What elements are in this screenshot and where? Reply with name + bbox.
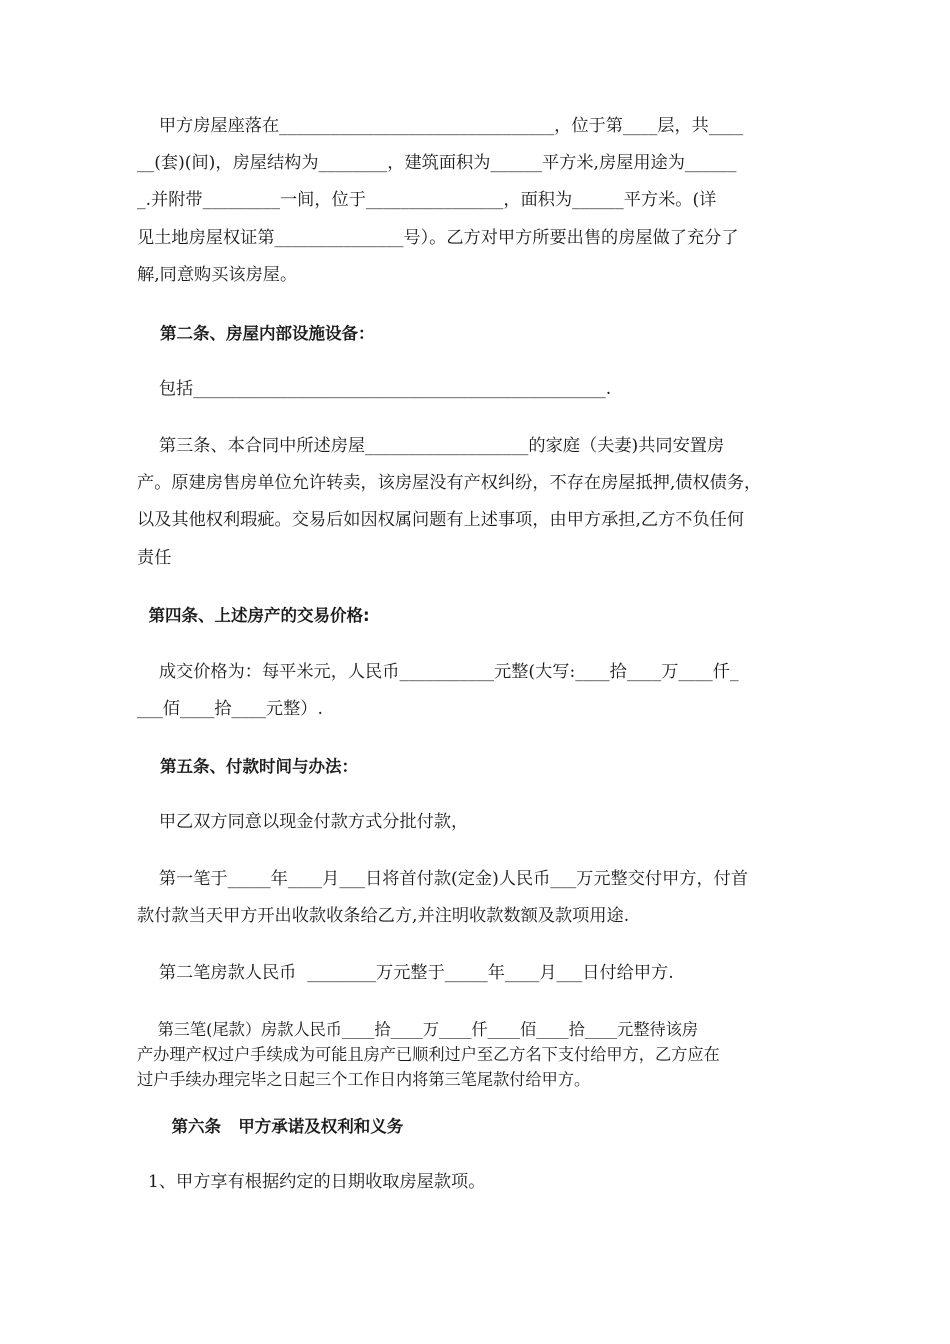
article-6-heading: 第六条 甲方承诺及权利和义务 xyxy=(137,1117,404,1136)
payment-3-line-2: 产办理产权过户手续成为可能且房产已顺利过户至乙方名下支付给甲方，乙方应在 xyxy=(137,1045,720,1064)
article-3-line-2: 产。原建房售房单位允许转卖，该房屋没有产权纠纷，不存在房屋抵押,债权债务， xyxy=(137,473,762,493)
article-2-heading: 第二条、房屋内部设施设备： xyxy=(137,324,375,343)
paragraph-house-location-line-3: _.并附带_________一间，位于________________，面积为______平方米。(详 xyxy=(137,190,717,210)
article-6-item-1: 1、甲方享有根据约定的日期收取房屋款项。 xyxy=(137,1172,486,1192)
payment-1-line-1: 第一笔于_____年____月___日将首付款(定金)人民币___万元整交付甲方，付首 xyxy=(137,869,749,889)
article-4-price-line-2: ___佰____拾____元整）. xyxy=(137,699,323,719)
payment-3-line-3: 过户手续办理完毕之日起三个工作日内将第三笔尾款付给甲方。 xyxy=(137,1070,591,1089)
article-5-heading: 第五条、付款时间与办法： xyxy=(137,757,358,776)
payment-2-line: 第二笔房款人民币 ________万元整于_____年____月___日付给甲方. xyxy=(137,963,674,983)
article-5-intro: 甲乙双方同意以现金付款方式分批付款， xyxy=(137,812,469,832)
article-3-line-4: 责任 xyxy=(137,548,172,568)
article-4-heading: 第四条、上述房产的交易价格: xyxy=(137,606,370,625)
article-3-line-3: 以及其他权利瑕疵。交易后如因权属问题有上述事项，由甲方承担,乙方不负任何 xyxy=(137,510,745,530)
article-4-price-line-1: 成交价格为：每平米元，人民币___________元整(大写:____拾____万____仟_ xyxy=(137,662,739,682)
article-2-body: 包括________________________________________________. xyxy=(137,379,612,399)
paragraph-house-location-line-1: 甲方房屋座落在________________________________，位于第____层，共____ xyxy=(137,116,744,136)
paragraph-house-location-line-2: __(套)(间)，房屋结构为________，建筑面积为______平方米,房屋用途为______ xyxy=(137,153,737,173)
paragraph-house-location-line-4: 见土地房屋权证第_______________号）。乙方对甲方所要出售的房屋做了充分了 xyxy=(137,228,739,248)
paragraph-house-location-line-5: 解,同意购买该房屋。 xyxy=(137,265,298,285)
payment-1-line-2: 款付款当天甲方开出收款收条给乙方,并注明收款数额及款项用途. xyxy=(137,906,630,926)
payment-3-line-1: 第三笔(尾款）房款人民币____拾____万____仟____佰____拾____元整待该房 xyxy=(137,1020,699,1039)
article-3-line-1: 第三条、本合同中所述房屋___________________的家庭（夫妻)共同安置房 xyxy=(137,436,725,456)
